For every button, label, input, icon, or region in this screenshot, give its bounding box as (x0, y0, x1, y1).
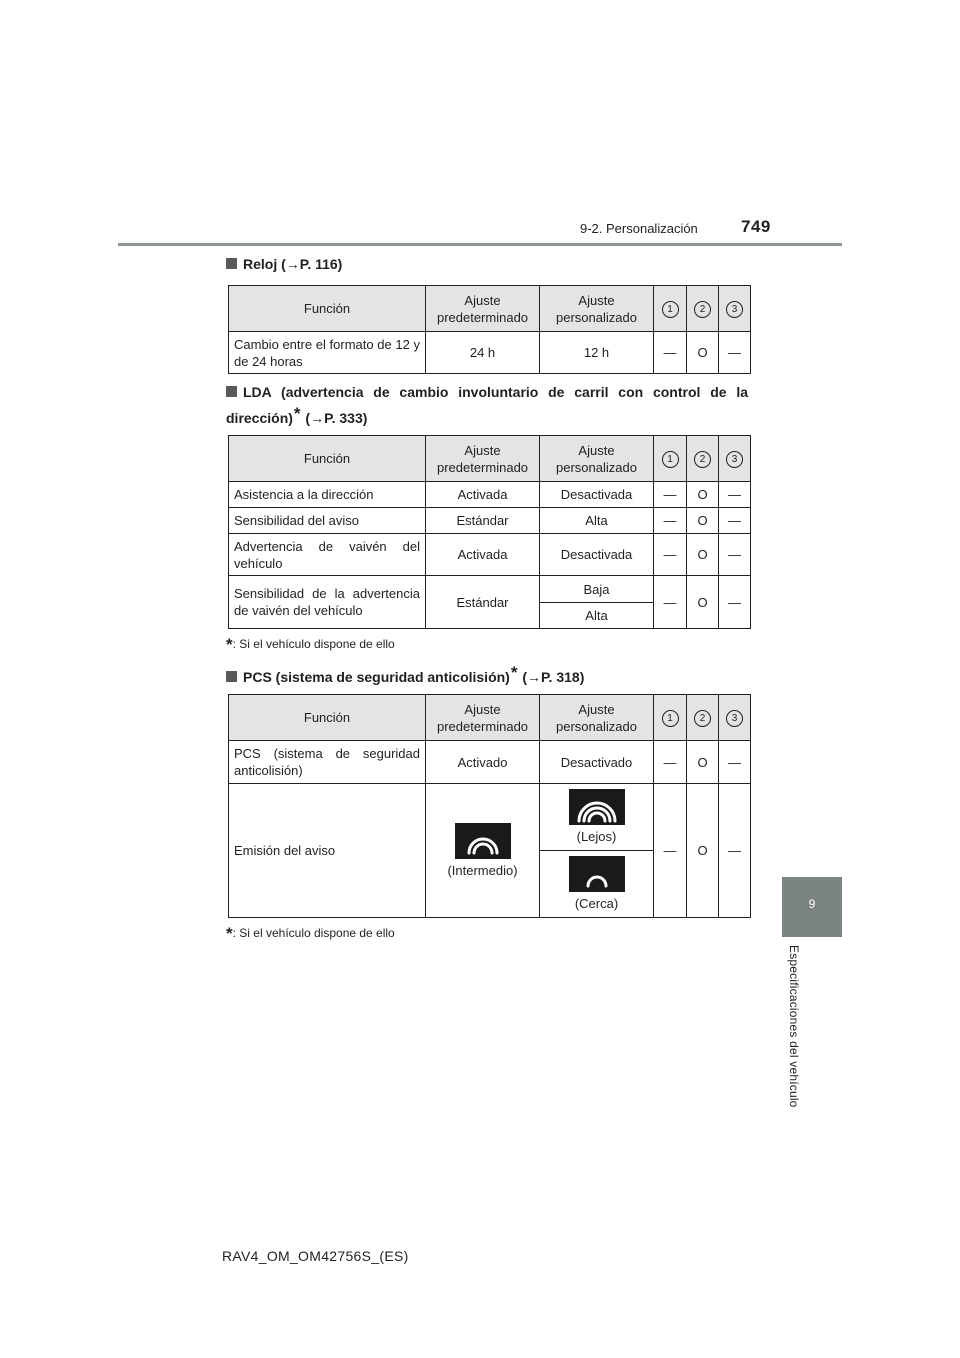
square-bullet-icon (226, 258, 237, 269)
warning-near-cell: (Cerca) (540, 851, 654, 918)
footnote-pcs: *: Si el vehículo dispone de ello (226, 924, 395, 943)
table-row: Sensibilidad de la advertencia de vaivén del vehículo Estándar Baja — O — (229, 576, 751, 603)
col-custom: Ajuste personalizado (540, 286, 654, 332)
col-3 (719, 286, 751, 332)
warning-far-cell: (Lejos) (540, 784, 654, 851)
page-number: 749 (741, 217, 771, 236)
side-tab-number: 9 (808, 897, 816, 911)
circled-1-icon: 1 (662, 451, 679, 468)
footnote-lda: *: Si el vehículo dispone de ello (226, 635, 395, 654)
circled-2-icon: 2 (694, 710, 711, 727)
table-header-row (229, 286, 751, 332)
col-2 (687, 436, 719, 482)
header-rule (118, 243, 842, 246)
circled-3-icon: 3 (726, 710, 743, 727)
table-row: Cambio entre el formato de 12 y de 24 horas 24 h 12 h — O — (229, 332, 751, 374)
table-header-row (229, 695, 751, 741)
section-title-pcs: PCS (sistema de seguridad anticolisión)* (→P. 318) (226, 662, 748, 688)
col-2 (687, 695, 719, 741)
col-default: Ajuste predeterminado (426, 436, 540, 482)
col-funcion: Función (229, 436, 426, 482)
col-funcion: Función (229, 286, 426, 332)
footer-doc-code: RAV4_OM_OM42756S_(ES) (222, 1248, 409, 1264)
circled-2-icon: 2 (694, 301, 711, 318)
col-custom: Ajuste personalizado (540, 695, 654, 741)
col-3 (719, 436, 751, 482)
col-1 (654, 695, 687, 741)
square-bullet-icon (226, 671, 237, 682)
section-title-lda: LDA (advertencia de cambio involuntario de carril con control de la dirección)* (→P. 333) (226, 384, 748, 426)
circled-3-icon: 3 (726, 451, 743, 468)
table-row: Asistencia a la dirección Activada Desactivada — O — (229, 482, 751, 508)
side-tab-label: Especificaciones del vehículo (787, 945, 801, 1108)
col-default: Ajuste predeterminado (426, 286, 540, 332)
circled-1-icon: 1 (662, 301, 679, 318)
col-default: Ajuste predeterminado (426, 695, 540, 741)
table-row: Alta (229, 603, 751, 629)
table-row: Emisión del aviso (Intermedio) (Lejos) — O — (229, 784, 751, 851)
col-2 (687, 286, 719, 332)
circled-3-icon: 3 (726, 301, 743, 318)
square-bullet-icon (226, 386, 237, 397)
header-section: 9-2. Personalización (580, 221, 698, 236)
col-1 (654, 436, 687, 482)
warning-far-icon (569, 789, 625, 825)
table-lda (228, 435, 751, 629)
section-title-reloj: Reloj (→P. 116) (226, 253, 748, 275)
col-3 (719, 695, 751, 741)
circled-1-icon: 1 (662, 710, 679, 727)
table-reloj (228, 285, 751, 374)
circled-2-icon: 2 (694, 451, 711, 468)
table-pcs (228, 694, 751, 918)
col-1 (654, 286, 687, 332)
col-custom: Ajuste personalizado (540, 436, 654, 482)
table-row: PCS (sistema de seguridad anticolisión) Activado Desactivado — O — (229, 741, 751, 784)
warning-near-icon (569, 856, 625, 892)
warning-intermediate-cell: (Intermedio) (426, 784, 540, 918)
table-row: Sensibilidad del aviso Estándar Alta — O — (229, 508, 751, 534)
table-header-row (229, 436, 751, 482)
col-funcion: Función (229, 695, 426, 741)
table-row: Advertencia de vaivén del vehículo Activada Desactivada — O — (229, 534, 751, 576)
warning-intermediate-icon (455, 823, 511, 859)
